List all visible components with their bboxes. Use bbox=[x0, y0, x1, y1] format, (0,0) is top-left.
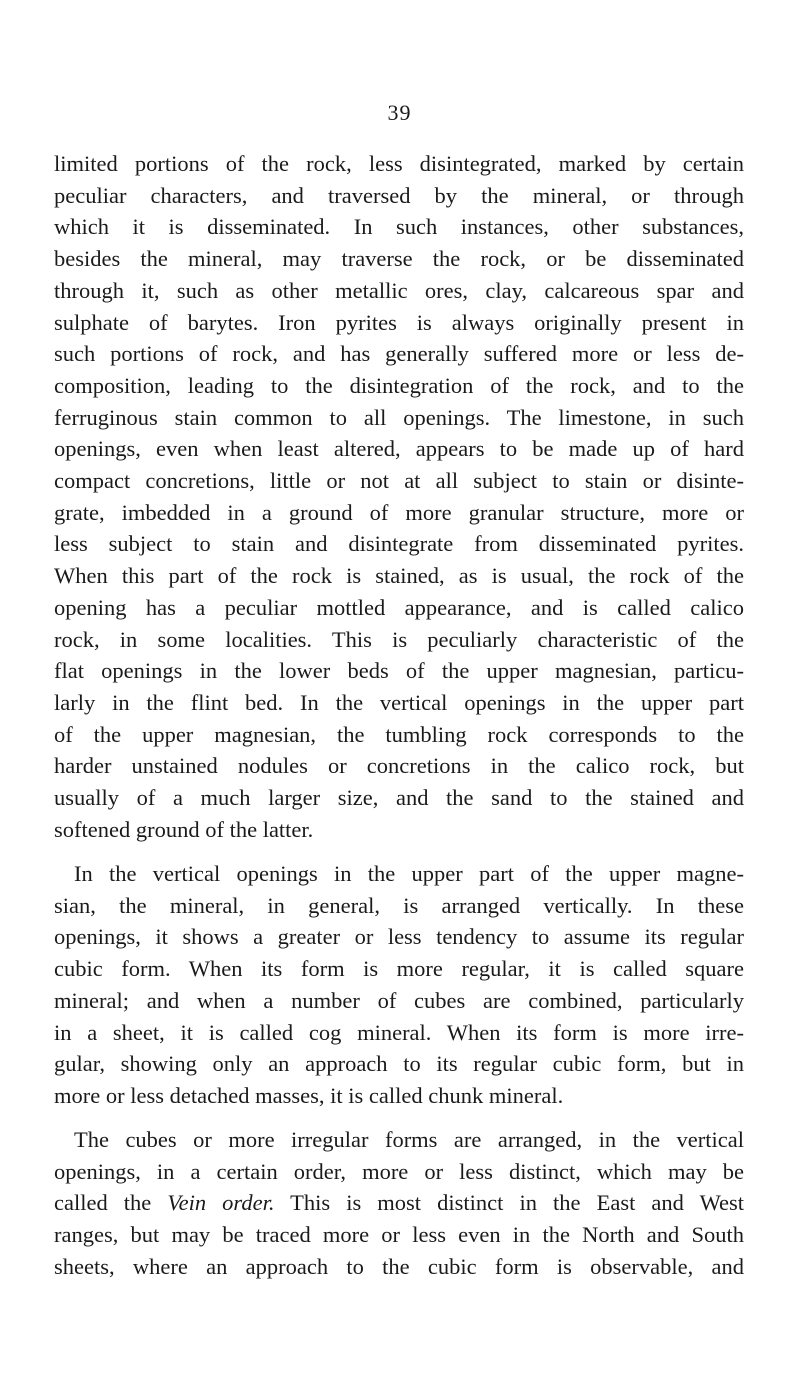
text-line: sulphate of barytes. Iron pyrites is always originally present in bbox=[54, 309, 744, 335]
text-line: sheets, where an approach to the cubic form is observable, and bbox=[54, 1253, 744, 1279]
text-line: cubic form. When its form is more regular, it is called square bbox=[54, 956, 744, 982]
text-line: openings, it shows a greater or less tendency to assume its regular bbox=[54, 924, 744, 950]
paragraph-2 bbox=[54, 858, 744, 1112]
text-line: limited portions of the rock, less disintegrated, marked by certain bbox=[54, 151, 744, 176]
text-line: grate, imbedded in a ground of more granular structure, more or bbox=[54, 499, 744, 525]
text-line: more or less detached masses, it is called chunk mineral. bbox=[54, 1082, 564, 1108]
text-line: such portions of rock, and has generally suffered more or less de- bbox=[54, 341, 744, 367]
text-line: rock, in some localities. This is peculiarly characteristic of the bbox=[54, 626, 744, 652]
text-line: In the vertical openings in the upper part of the upper magne- bbox=[74, 861, 744, 886]
text-line: softened ground of the latter. bbox=[54, 816, 314, 842]
text-line: gular, showing only an approach to its regular cubic form, but in bbox=[54, 1051, 744, 1077]
text-line: peculiar characters, and traversed by the mineral, or through bbox=[54, 182, 744, 208]
text-run: called the bbox=[54, 1190, 168, 1216]
text-line: flat openings in the lower beds of the upper magnesian, particu- bbox=[54, 658, 744, 684]
italic-term: Vein order. bbox=[167, 1190, 275, 1216]
text-line: sian, the mineral, in general, is arranged vertically. In these bbox=[54, 892, 744, 918]
paragraph-1 bbox=[54, 148, 744, 845]
text-line: When this part of the rock is stained, as is usual, the rock of the bbox=[54, 563, 744, 589]
text-line: composition, leading to the disintegration of the rock, and to the bbox=[54, 372, 744, 398]
text-line: besides the mineral, may traverse the rock, or be disseminated bbox=[54, 246, 744, 272]
text-line: openings, in a certain order, more or less distinct, which may be bbox=[54, 1158, 744, 1184]
text-line: The cubes or more irregular forms are arranged, in the vertical bbox=[74, 1127, 744, 1152]
text-line: ferruginous stain common to all openings. The limestone, in such bbox=[54, 404, 744, 430]
text-line: larly in the flint bed. In the vertical openings in the upper part bbox=[54, 689, 744, 715]
text-line: mineral; and when a number of cubes are combined, particularly bbox=[54, 987, 744, 1013]
text-line: usually of a much larger size, and the sand to the stained and bbox=[54, 785, 744, 811]
text-line: ranges, but may be traced more or less even in the North and South bbox=[54, 1222, 744, 1248]
text-run: This is most distinct in the East and West bbox=[274, 1190, 744, 1216]
text-line: through it, such as other metallic ores, clay, calcareous spar and bbox=[54, 277, 744, 303]
text-line: compact concretions, little or not at all subject to stain or disinte- bbox=[54, 468, 744, 494]
text-line: less subject to stain and disintegrate from disseminated pyrites. bbox=[54, 531, 744, 557]
text-line: openings, even when least altered, appears to be made up of hard bbox=[54, 436, 744, 462]
text-line: in a sheet, it is called cog mineral. When its form is more irre- bbox=[54, 1019, 744, 1045]
text-line-with-italic bbox=[54, 1187, 744, 1219]
text-line: opening has a peculiar mottled appearance, and is called calico bbox=[54, 594, 744, 620]
text-line: which it is disseminated. In such instances, other substances, bbox=[54, 214, 744, 240]
paragraph-3 bbox=[54, 1124, 744, 1283]
text-line: harder unstained nodules or concretions in the calico rock, but bbox=[54, 753, 744, 779]
page-number: 39 bbox=[387, 100, 412, 125]
text-line: of the upper magnesian, the tumbling rock corresponds to the bbox=[54, 721, 744, 747]
